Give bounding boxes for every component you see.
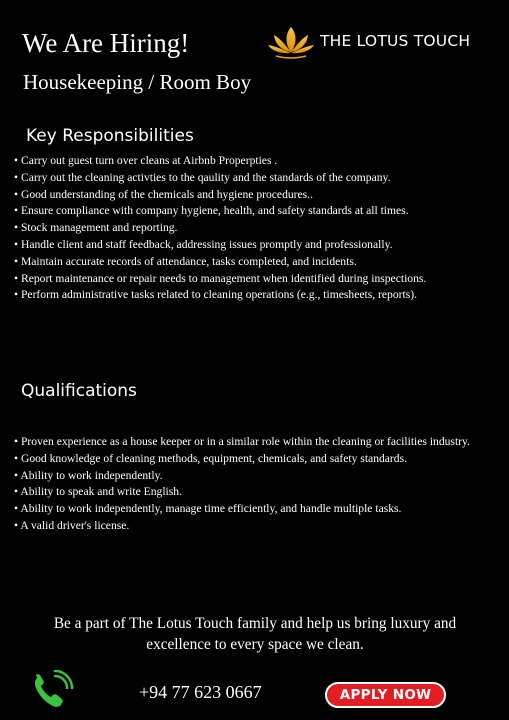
list-item: • Ability to speak and write English. [14,484,494,501]
logo-text: THE LOTUS TOUCH [320,32,471,50]
qualifications-heading: Qualifications [21,381,137,401]
list-item: • Ability to work independently. [14,468,494,485]
qualifications-list [14,434,494,535]
list-item: • Perform administrative tasks related to cleaning operations (e.g., timesheets, reports). [14,287,504,304]
list-item: • Ability to work independently, manage time efficiently, and handle multiple tasks. [14,501,494,518]
list-item: • Ensure compliance with company hygiene, health, and safety standards at all times. [14,203,504,220]
job-position-title: Housekeeping / Room Boy [23,70,252,94]
list-item: • Proven experience as a house keeper or in a similar role within the cleaning or facilities industry. [14,434,494,451]
hiring-headline: We Are Hiring! [22,28,190,58]
apply-now-button[interactable]: APPLY NOW [325,682,446,708]
call-to-action [20,613,490,655]
lotus-icon [266,24,316,60]
list-item: • Good understanding of the chemicals and hygiene procedures.. [14,187,504,204]
phone-icon[interactable] [31,670,75,710]
company-logo [266,24,491,60]
list-item: • Report maintenance or repair needs to management when identified during inspections. [14,271,504,288]
responsibilities-heading: Key Responsibilities [26,126,194,146]
cta-line-1: Be a part of The Lotus Touch family and help us bring luxury and [53,615,457,632]
cta-line-2: excellence to every space we clean. [146,636,364,653]
list-item: • Carry out guest turn over cleans at Airbnb Properpties . [14,153,504,170]
responsibilities-list [14,153,504,304]
list-item: • Carry out the cleaning activties to the qaulity and the standards of the company. [14,170,504,187]
list-item: • Handle client and staff feedback, addressing issues promptly and professionally. [14,237,504,254]
list-item: • A valid driver's license. [14,518,494,535]
list-item: • Stock management and reporting. [14,220,504,237]
list-item: • Good knowledge of cleaning methods, equipment, chemicals, and safety standards. [14,451,494,468]
phone-number[interactable]: +94 77 623 0667 [139,682,262,702]
list-item: • Maintain accurate records of attendance, tasks completed, and incidents. [14,254,504,271]
